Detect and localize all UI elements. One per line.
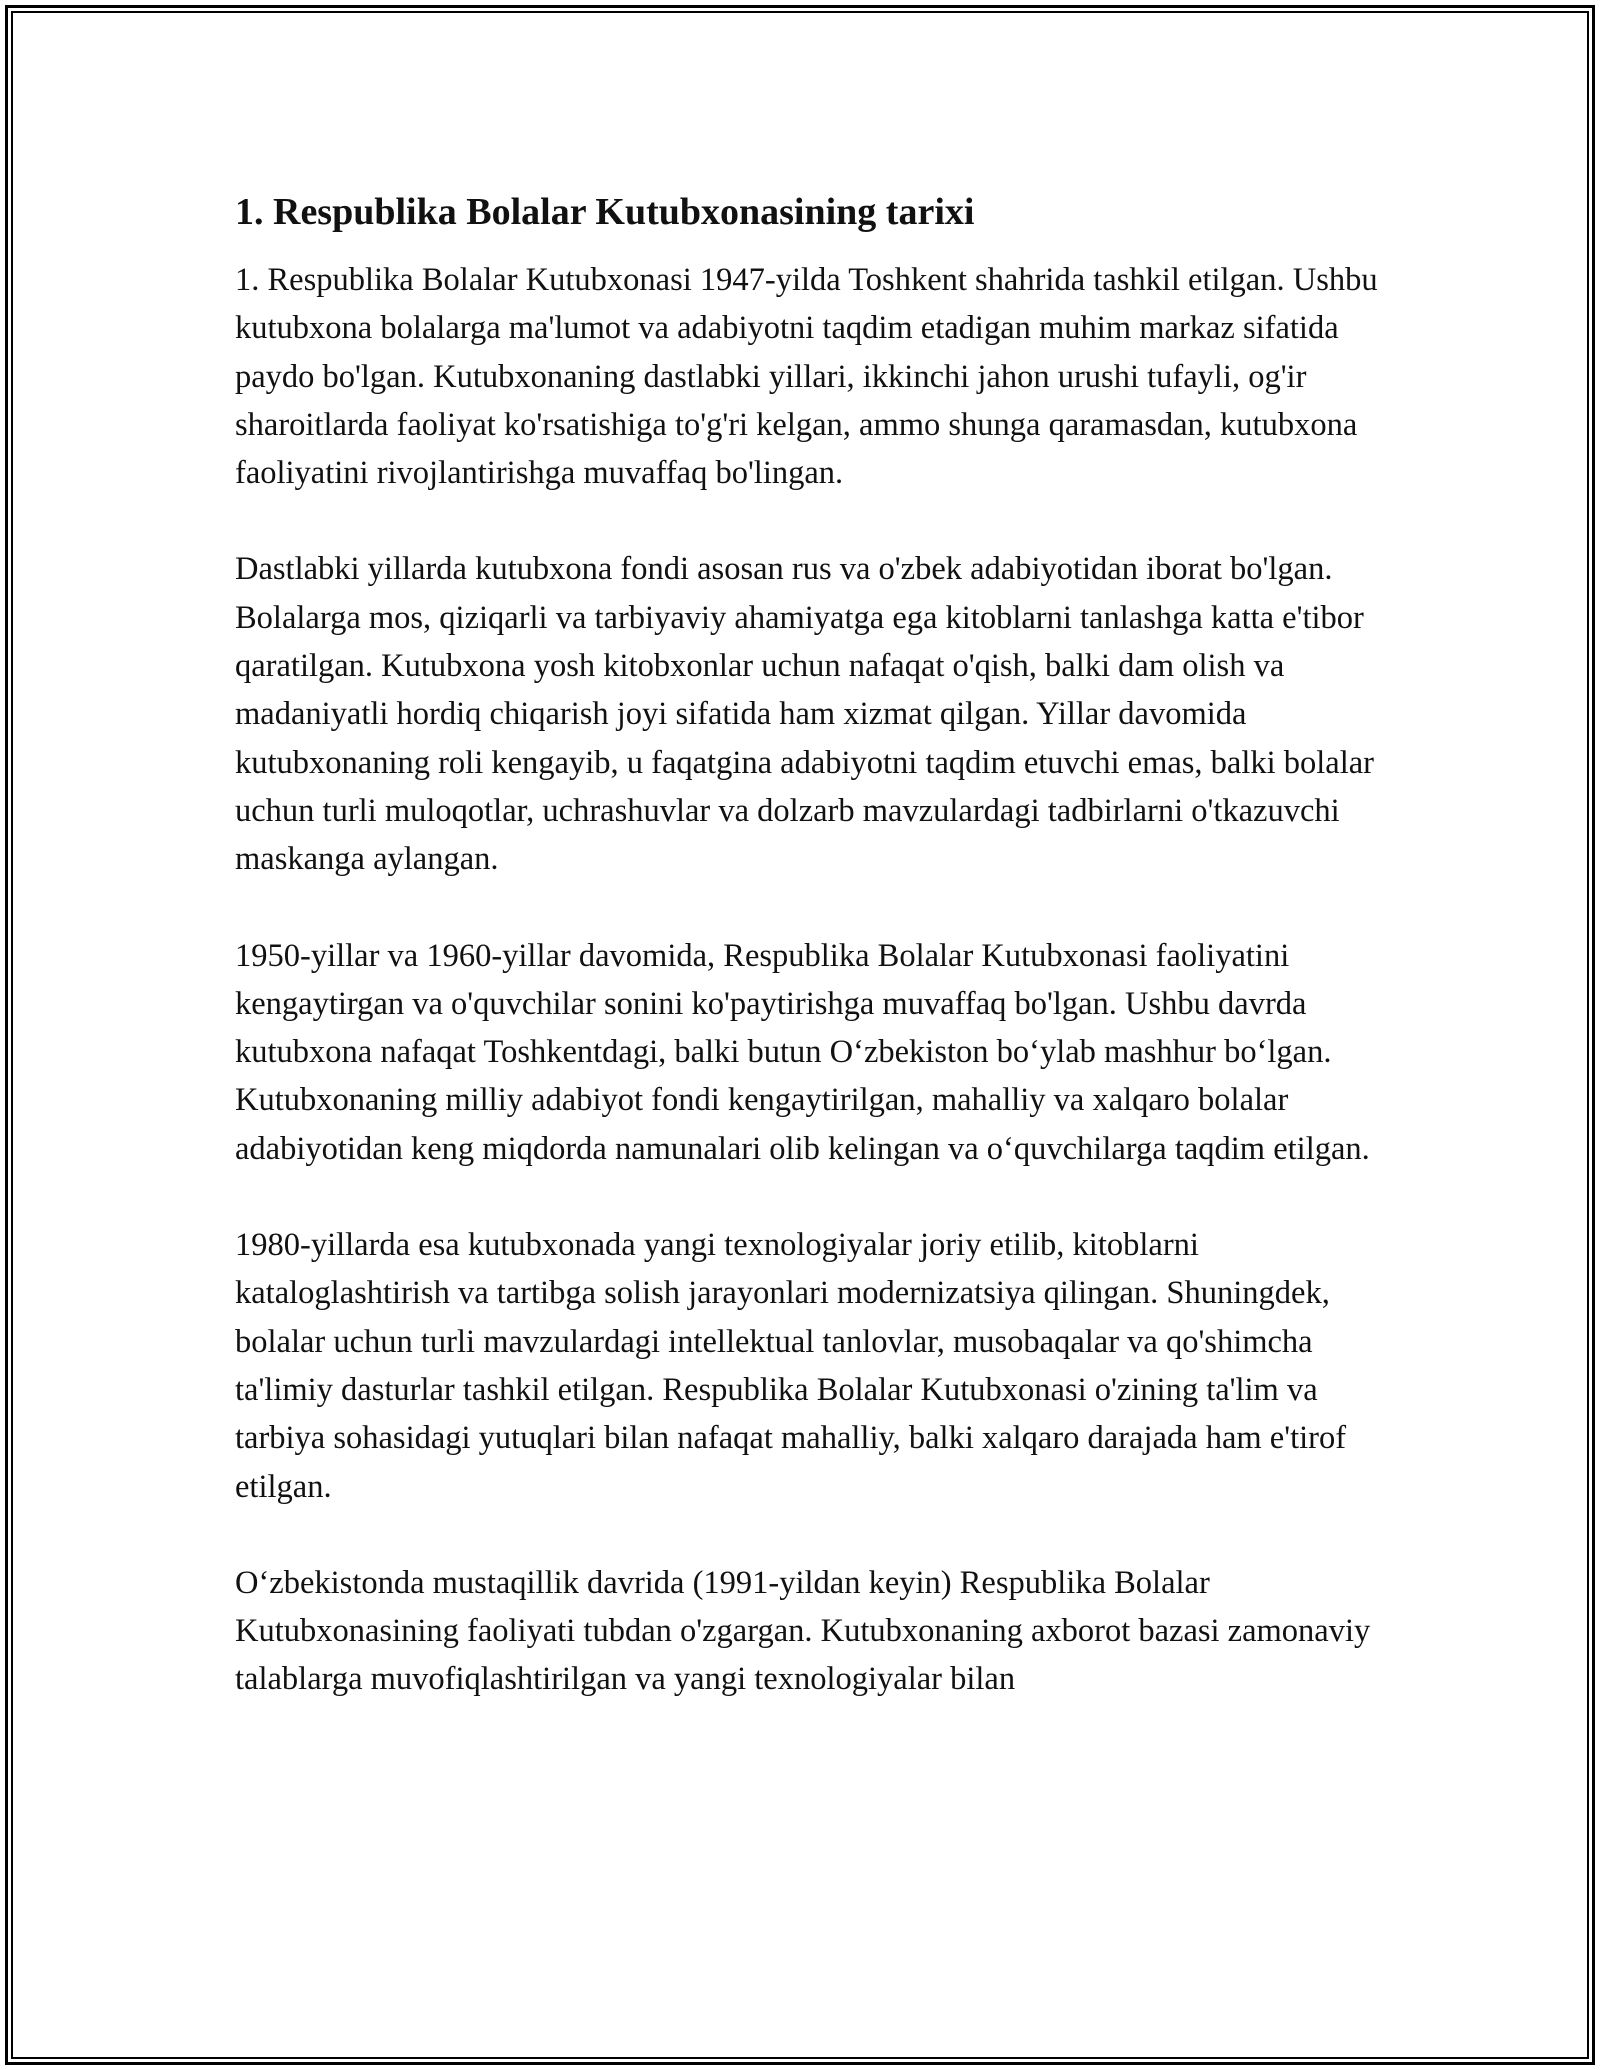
section-heading: 1. Respublika Bolalar Kutubxonasining tarixi — [235, 191, 975, 233]
paragraph-founding: 1. Respublika Bolalar Kutubxonasi 1947-yilda Toshkent shahrida tashkil etilgan. Ushbu kutubxona bolalarga ma'lumot va adabiyotni taqdim etadigan muhim markaz sifatida paydo bo'lgan. Kutubxonaning dastlabki yillari, ikkinchi jahon urushi tufayli, og'ir sharoitlarda faoliyat ko'rsatishiga to'g'ri kelgan, ammo shunga qaramasdan, kutubxona faoliyatini rivojlantirishga muvaffaq bo'lingan. — [235, 262, 1378, 492]
document-body — [235, 188, 1385, 1752]
paragraph-early-years: Dastlabki yillarda kutubxona fondi asosan rus va o'zbek adabiyotidan iborat bo'lgan. Bolalarga mos, qiziqarli va tarbiyaviy ahamiyatga ega kitoblarni tanlashga katta e'tibor qaratilgan. Kutubxona yosh kitobxonlar uchun nafaqat o'qish, balki dam olish va madaniyatli hordiq chiqarish joyi sifatida ham xizmat qilgan. Yillar davomida kutubxonaning roli kengayib, u faqatgina adabiyotni taqdim etuvchi emas, balki bolalar uchun turli muloqotlar, uchrashuvlar va dolzarb mavzulardagi tadbirlarni o'tkazuvchi maskanga aylangan. — [235, 551, 1375, 878]
paragraph-1980s: 1980-yillarda esa kutubxonada yangi texnologiyalar joriy etilib, kitoblarni kataloglashtirish va tartibga solish jarayonlari modernizatsiya qilingan. Shuningdek, bolalar uchun turli mavzulardagi intellektual tanlovlar, musobaqalar va qo'shimcha ta'limiy dasturlar tashkil etilgan. Respublika Bolalar Kutubxonasi o'zining ta'lim va tarbiya sohasidagi yutuqlari bilan nafaqat mahalliy, balki xalqaro darajada ham e'tirof etilgan. — [235, 1227, 1347, 1505]
paragraph-independence: O‘zbekistonda mustaqillik davrida (1991-yildan keyin) Respublika Bolalar Kutubxonasining faoliyati tubdan o'zgargan. Kutubxonaning axborot bazasi zamonaviy talablarga muvofiqlashtirilgan va yangi texnologiyalar bilan — [235, 1564, 1371, 1698]
paragraph-1950s-1960s: 1950-yillar va 1960-yillar davomida, Respublika Bolalar Kutubxonasi faoliyatini kengaytirgan va o'quvchilar sonini ko'paytirishga muvaffaq bo'lgan. Ushbu davrda kutubxona nafaqat Toshkentdagi, balki butun O‘zbekiston bo‘ylab mashhur bo‘lgan. Kutubxonaning milliy adabiyot fondi kengaytirilgan, mahalliy va xalqaro bolalar adabiyotidan keng miqdorda namunalari olib kelingan va o‘quvchilarga taqdim etilgan. — [235, 937, 1370, 1167]
